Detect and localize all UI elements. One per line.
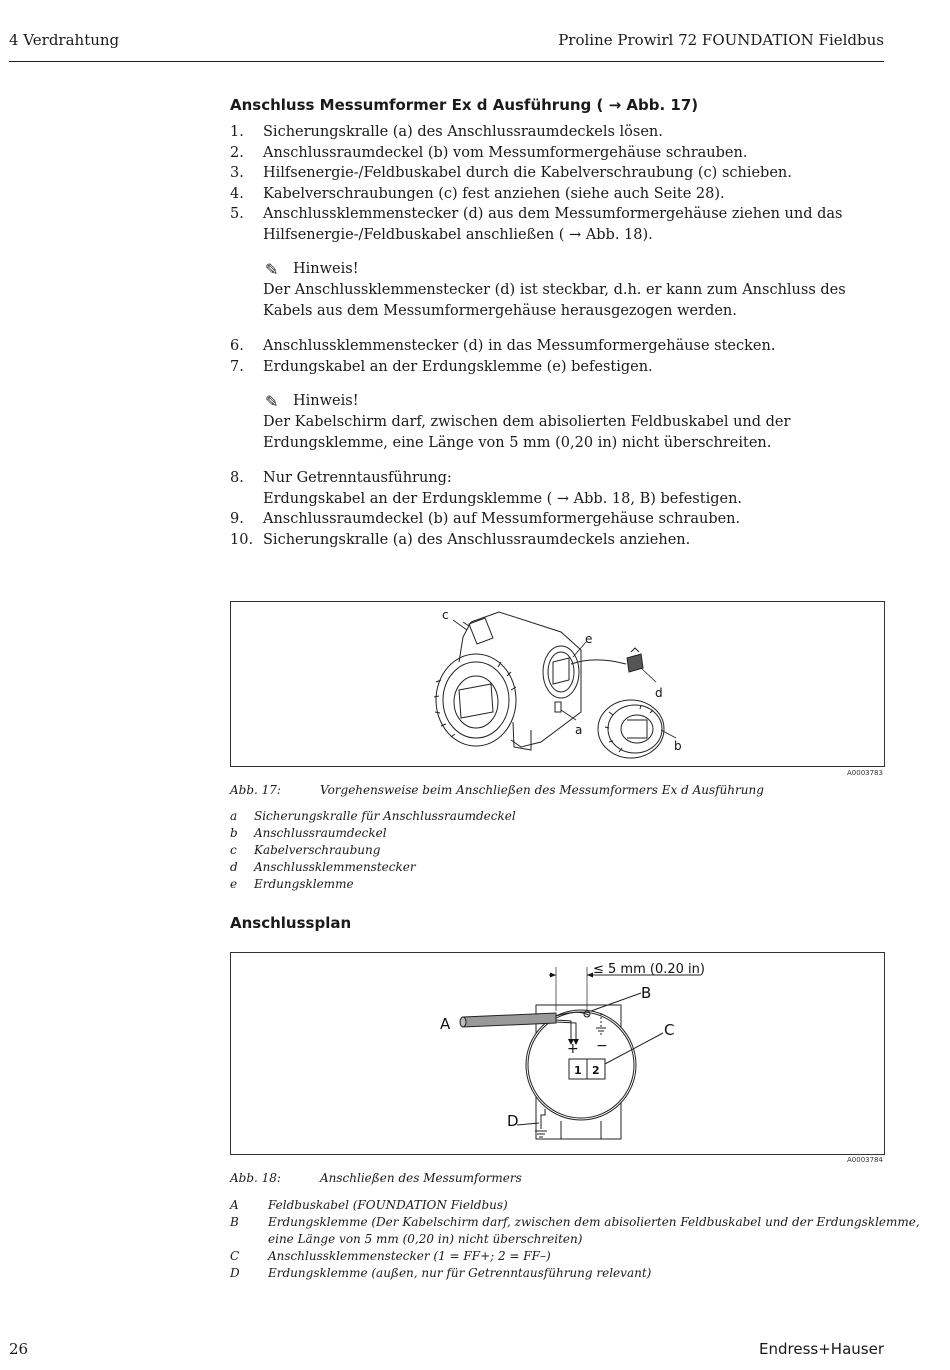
steps-list-c — [230, 468, 885, 550]
step-text: Anschlussklemmenstecker (d) aus dem Messumformergehäuse ziehen und das Hilfsenergie-/Feldbuskabel anschließen ( → Abb. 18). — [263, 206, 843, 243]
legend-text: Anschlussklemmenstecker (1 = FF+; 2 = FF–) — [268, 1249, 551, 1263]
steps-list-b — [230, 336, 885, 377]
step-item — [230, 143, 885, 164]
legend-key: c — [230, 843, 237, 857]
figure-17-frame — [230, 601, 885, 767]
step-text: Erdungskabel an der Erdungsklemme ( → Abb. 18, B) befestigen. — [263, 490, 743, 507]
step-number: 5. — [230, 206, 244, 222]
legend-row — [230, 808, 516, 825]
legend-text: Anschlussklemmenstecker — [254, 860, 416, 874]
label-A: A — [440, 1015, 451, 1033]
legend-text: Erdungsklemme (Der Kabelschirm darf, zwischen dem abisolierten Feldbuskabel und der Erdungsklemme, — [268, 1215, 920, 1229]
step-text: Kabelverschraubungen (c) fest anziehen (siehe auch Seite 28). — [263, 185, 725, 202]
legend-text: Sicherungskralle für Anschlussraumdeckel — [254, 809, 516, 823]
label-a: a — [575, 723, 583, 737]
legend-row — [230, 1197, 920, 1214]
legend-text: Anschlussraumdeckel — [254, 826, 387, 840]
label-d: d — [655, 686, 663, 700]
legend-text: Erdungsklemme — [254, 877, 354, 891]
legend-text: Kabelverschraubung — [254, 843, 381, 857]
step-item — [230, 468, 885, 509]
steps-list-a — [230, 122, 885, 245]
legend-row — [230, 1248, 920, 1265]
label-C: C — [664, 1021, 675, 1039]
figure-18-id: A0003784 — [847, 1156, 883, 1164]
main-content — [230, 96, 885, 550]
legend-key: d — [230, 860, 238, 874]
figure-17-legend — [230, 808, 516, 893]
legend-key: B — [230, 1215, 239, 1229]
step-text: Anschlussraumdeckel (b) vom Messumformergehäuse schrauben. — [263, 144, 748, 161]
figure-17-id: A0003783 — [847, 769, 883, 777]
figure-17-caption — [230, 783, 764, 797]
step-text: Anschlussraumdeckel (b) auf Messumformergehäuse schrauben. — [263, 511, 741, 527]
legend-key: a — [230, 809, 238, 823]
pencil-icon: ✎ — [265, 392, 279, 411]
figure-18-legend — [230, 1197, 920, 1282]
brand-name: Endress+Hauser — [759, 1340, 884, 1358]
section-title-connection: Anschluss Messumformer Ex d Ausführung ( → Abb. 17) — [230, 96, 699, 114]
step-number: 6. — [230, 338, 244, 354]
step-number: 3. — [230, 165, 244, 181]
step-number: 8. — [230, 470, 244, 486]
step-item — [230, 184, 885, 205]
hint-note-1 — [230, 259, 885, 322]
step-text: Sicherungskralle (a) des Anschlussraumdeckels lösen. — [263, 124, 663, 140]
label-B: B — [641, 984, 652, 1002]
legend-key: A — [230, 1198, 239, 1212]
step-item — [230, 530, 885, 551]
legend-row — [230, 859, 516, 876]
product-title: Proline Prowirl 72 FOUNDATION Fieldbus — [558, 31, 884, 49]
legend-key: C — [230, 1249, 240, 1263]
step-number: 1. — [230, 124, 244, 140]
step-item — [230, 204, 885, 245]
legend-text: eine Länge von 5 mm (0,20 in) nicht überschreiten) — [268, 1232, 583, 1246]
step-number: 2. — [230, 144, 244, 161]
caption-label: Abb. 18: — [230, 1171, 281, 1185]
step-text: Hilfsenergie-/Feldbuskabel durch die Kabelverschraubung (c) schieben. — [263, 165, 792, 181]
legend-row — [230, 1265, 920, 1282]
step-number: 7. — [230, 358, 244, 375]
hint-heading: Hinweis! — [293, 261, 359, 277]
step-text: Nur Getrenntausführung: — [263, 470, 452, 486]
page-number: 26 — [9, 1340, 29, 1358]
section-title-wiring-plan: Anschlussplan — [230, 914, 352, 932]
page-header — [9, 31, 884, 62]
legend-key: e — [230, 877, 238, 891]
step-number: 4. — [230, 185, 244, 202]
step-item — [230, 163, 885, 184]
step-item — [230, 336, 885, 357]
step-text: Anschlussklemmenstecker (d) in das Messumformergehäuse stecken. — [263, 338, 776, 354]
hint-text: Der Kabelschirm darf, zwischen dem abisolierten Feldbuskabel und der Erdungsklemme, eine Länge von 5 mm (0,20 in) nicht überschreiten. — [263, 414, 791, 451]
figure-18-caption — [230, 1171, 522, 1185]
legend-text: Feldbuskabel (FOUNDATION Fieldbus) — [268, 1198, 508, 1212]
step-number: 9. — [230, 511, 244, 527]
pencil-icon: ✎ — [265, 260, 279, 279]
legend-row — [230, 876, 516, 893]
caption-text: Vorgehensweise beim Anschließen des Messumformers Ex d Ausführung — [320, 783, 764, 797]
terminal-1: 1 — [574, 1064, 582, 1077]
label-plus: + — [567, 1041, 579, 1057]
caption-label: Abb. 17: — [230, 783, 281, 797]
dimension-label: ≤ 5 mm (0.20 in) — [593, 962, 705, 977]
label-D: D — [507, 1112, 519, 1130]
chapter-title: 4 Verdrahtung — [9, 31, 120, 49]
step-number: 10. — [230, 531, 254, 548]
hint-text: Der Anschlussklemmenstecker (d) ist steckbar, d.h. er kann zum Anschluss des Kabels aus dem Messumformergehäuse herausgezogen werden. — [263, 282, 846, 319]
legend-row — [230, 825, 516, 842]
legend-key: D — [230, 1266, 240, 1280]
step-text: Sicherungskralle (a) des Anschlussraumdeckels anziehen. — [263, 531, 691, 548]
figure-18-frame — [230, 952, 885, 1155]
legend-row — [230, 1231, 920, 1248]
wiring-diagram — [231, 953, 884, 1154]
label-c: c — [442, 608, 449, 622]
legend-row — [230, 842, 516, 859]
dimension-arrow-icon — [550, 973, 556, 978]
hint-note-2 — [230, 391, 885, 454]
step-text: Erdungskabel an der Erdungsklemme (e) befestigen. — [263, 358, 653, 375]
legend-key: b — [230, 826, 238, 840]
transmitter-exploded-drawing — [231, 602, 884, 766]
legend-text: Erdungsklemme (außen, nur für Getrenntausführung relevant) — [268, 1266, 652, 1280]
legend-row — [230, 1214, 920, 1231]
label-e: e — [585, 632, 593, 646]
label-minus: − — [596, 1038, 608, 1054]
terminal-2: 2 — [592, 1064, 600, 1077]
step-item — [230, 509, 885, 530]
step-item — [230, 122, 885, 143]
caption-text: Anschließen des Messumformers — [320, 1171, 522, 1185]
step-item — [230, 357, 885, 378]
hint-heading: Hinweis! — [293, 393, 359, 409]
label-b: b — [674, 739, 682, 753]
